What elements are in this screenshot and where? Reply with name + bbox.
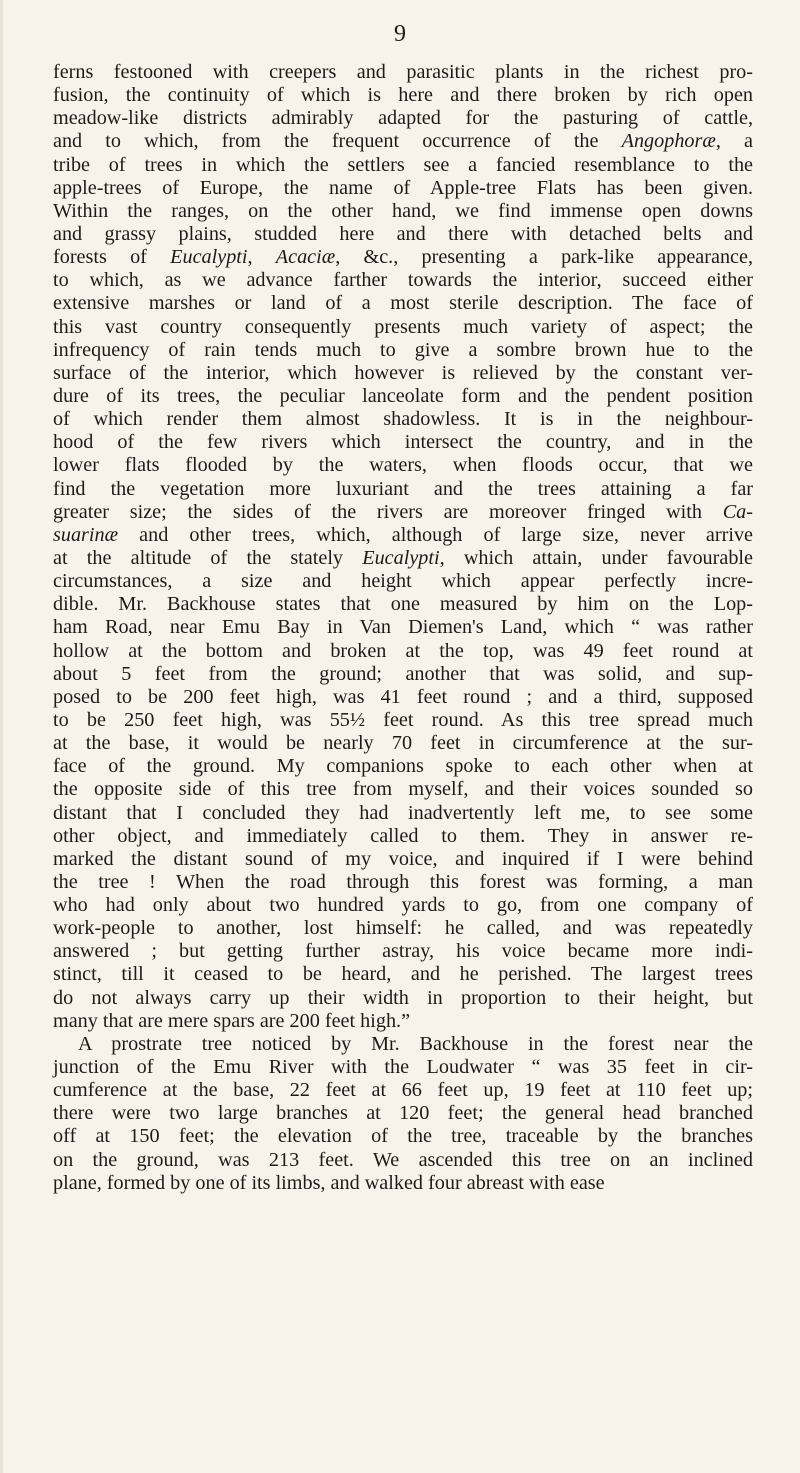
text-line: marked the distant sound of my voice, and inquired if I were behind	[53, 847, 753, 870]
text-line: many that are mere spars are 200 feet high.”	[53, 1009, 411, 1032]
text-line: other object, and immediately called to them. They in answer re-	[53, 824, 753, 847]
text-line: distant that I concluded they had inadvertently left me, to see some	[53, 801, 753, 824]
text-line: at the altitude of the stately Eucalypti, which attain, under favourable	[53, 546, 753, 569]
text-line: meadow-like districts admirably adapted for the pasturing of cattle,	[53, 107, 753, 130]
text-line: junction of the Emu River with the Loudwater “ was 35 feet in cir-	[53, 1056, 753, 1079]
text-line: suarinæ and other trees, which, although of large size, never arrive	[53, 523, 753, 546]
text-line: surface of the interior, which however is relieved by the constant ver-	[53, 361, 753, 384]
text-line: cumference at the base, 22 feet at 66 feet up, 19 feet at 110 feet up;	[53, 1079, 753, 1102]
text-line: the opposite side of this tree from myself, and their voices sounded so	[53, 778, 753, 801]
text-line: who had only about two hundred yards to go, from one company of	[53, 894, 753, 917]
text-line: work-people to another, lost himself: he called, and was repeatedly	[53, 917, 753, 940]
text-line: Within the ranges, on the other hand, we find immense open downs	[53, 199, 753, 222]
text-line: and to which, from the frequent occurrence of the Angophoræ, a	[53, 130, 753, 153]
body-text	[53, 61, 753, 1195]
text-line: A prostrate tree noticed by Mr. Backhouse in the forest near the	[78, 1032, 753, 1055]
text-line: this vast country consequently presents much variety of aspect; the	[53, 315, 753, 338]
text-line: find the vegetation more luxuriant and the trees attaining a far	[53, 477, 753, 500]
page-edge	[0, 0, 3, 1473]
text-line: plane, formed by one of its limbs, and walked four abreast with ease	[53, 1171, 605, 1194]
text-line: lower flats flooded by the waters, when floods occur, that we	[53, 454, 753, 477]
text-line: and grassy plains, studded here and there with detached belts and	[53, 222, 753, 245]
text-line: the tree ! When the road through this forest was forming, a man	[53, 870, 753, 893]
text-line: extensive marshes or land of a most sterile description. The face of	[53, 292, 753, 315]
text-line: greater size; the sides of the rivers are moreover fringed with Ca-	[53, 500, 753, 523]
text-line: to which, as we advance farther towards the interior, succeed either	[53, 269, 753, 292]
text-line: of which render them almost shadowless. It is in the neighbour-	[53, 408, 753, 431]
text-line: circumstances, a size and height which appear perfectly incre-	[53, 570, 753, 593]
text-line: ferns festooned with creepers and parasitic plants in the richest pro-	[53, 61, 753, 83]
text-line: face of the ground. My companions spoke to each other when at	[53, 755, 753, 778]
text-line: tribe of trees in which the settlers see a fancied resemblance to the	[53, 153, 753, 176]
text-line: answered ; but getting further astray, his voice became more indi-	[53, 940, 753, 963]
text-line: hood of the few rivers which intersect the country, and in the	[53, 431, 753, 454]
text-line: there were two large branches at 120 feet; the general head branched	[53, 1102, 753, 1125]
text-line: on the ground, was 213 feet. We ascended this tree on an inclined	[53, 1148, 753, 1171]
text-line: dure of its trees, the peculiar lanceolate form and the pendent position	[53, 384, 753, 407]
text-line: fusion, the continuity of which is here and there broken by rich open	[53, 84, 753, 107]
text-line: do not always carry up their width in proportion to their height, but	[53, 986, 753, 1009]
text-line: hollow at the bottom and broken at the top, was 49 feet round at	[53, 639, 753, 662]
text-line: infrequency of rain tends much to give a sombre brown hue to the	[53, 338, 753, 361]
text-line: posed to be 200 feet high, was 41 feet round ; and a third, supposed	[53, 685, 753, 708]
text-line: ham Road, near Emu Bay in Van Diemen's Land, which “ was rather	[53, 616, 753, 639]
text-line: apple-trees of Europe, the name of Apple-tree Flats has been given.	[53, 176, 753, 199]
text-line: stinct, till it ceased to be heard, and he perished. The largest trees	[53, 963, 753, 986]
text-line: dible. Mr. Backhouse states that one measured by him on the Lop-	[53, 593, 753, 616]
text-line: at the base, it would be nearly 70 feet in circumference at the sur-	[53, 732, 753, 755]
text-line: forests of Eucalypti, Acaciæ, &c., presenting a park-like appearance,	[53, 246, 753, 269]
text-line: about 5 feet from the ground; another that was solid, and sup-	[53, 662, 753, 685]
text-line: off at 150 feet; the elevation of the tree, traceable by the branches	[53, 1125, 753, 1148]
page-number: 9	[394, 21, 406, 47]
text-line: to be 250 feet high, was 55½ feet round. As this tree spread much	[53, 708, 753, 731]
